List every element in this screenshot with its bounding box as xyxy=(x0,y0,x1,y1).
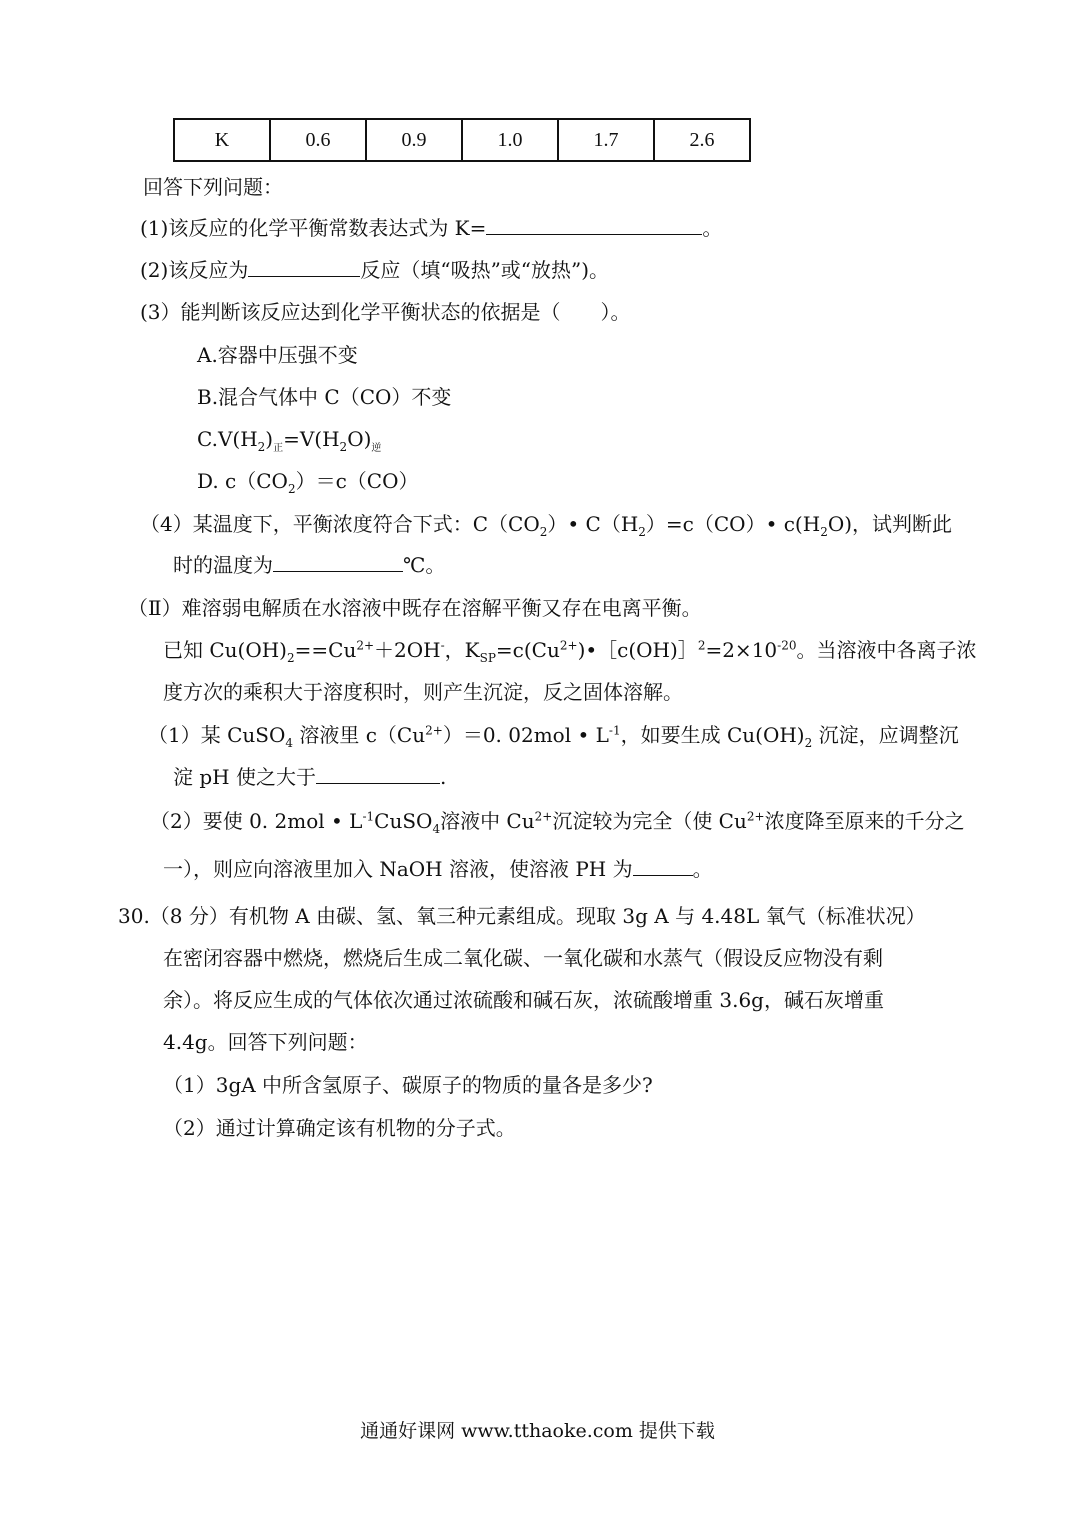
superscript: -1 xyxy=(608,723,621,738)
answer-intro: 回答下列问题： xyxy=(143,175,283,199)
question-text: 反应（填“吸热”或“放热”)。 xyxy=(360,258,610,282)
table-cell: 1.7 xyxy=(558,119,654,161)
table-cell: 1.0 xyxy=(462,119,558,161)
subscript: 2 xyxy=(287,482,296,496)
answer-blank xyxy=(248,258,360,277)
question-text: (2)该反应为 xyxy=(140,258,249,282)
question-text: ）• C（H xyxy=(547,512,639,536)
subscript: 2 xyxy=(539,525,548,539)
question-text: ）＝0. 02mol • L xyxy=(442,723,609,747)
formula-text: ）＝c（CO） xyxy=(295,469,419,493)
superscript: -1 xyxy=(362,809,375,824)
question-4 xyxy=(140,512,953,539)
formula-text: 。当溶液中各离子浓 xyxy=(796,638,977,662)
answer-blank xyxy=(486,216,702,235)
subscript: 2 xyxy=(257,440,266,454)
answer-blank xyxy=(316,765,440,784)
part-2-question-1 xyxy=(148,723,959,750)
subscript: 2 xyxy=(339,440,348,454)
subscript: 2 xyxy=(638,525,646,539)
ksp-statement xyxy=(163,638,977,665)
question-30-line-1: 30.（8 分）有机物 A 由碳、氢、氧三种元素组成。现取 3g A 与 4.48L 氧气（标准状况） xyxy=(118,904,926,928)
part-2-question-1-cont xyxy=(173,765,446,789)
subscript: 逆 xyxy=(371,443,382,454)
question-text: （4）某温度下，平衡浓度符合下式：C（CO xyxy=(140,512,540,536)
option-d xyxy=(197,469,419,496)
formula-text: ，K xyxy=(444,638,480,662)
superscript: 2+ xyxy=(534,809,553,824)
part-2-question-2 xyxy=(150,809,965,836)
question-text: ，如要生成 Cu(OH) xyxy=(620,723,805,747)
answer-blank xyxy=(633,857,693,876)
question-1 xyxy=(140,216,722,240)
question-text: 。 xyxy=(702,216,723,240)
question-text: 溶液中 Cu xyxy=(440,809,535,833)
subscript: 2 xyxy=(286,651,295,665)
question-text: 时的温度为 xyxy=(173,553,273,577)
question-text: （2）要使 0. 2mol • L xyxy=(150,809,363,833)
question-2 xyxy=(140,258,609,282)
formula-text: O) xyxy=(347,427,372,451)
subscript: 2 xyxy=(804,736,813,750)
question-text: 浓度降至原来的千分之 xyxy=(764,809,965,833)
formula-text: ==Cu xyxy=(294,638,357,662)
part-2-heading: （Ⅱ）难溶弱电解质在水溶液中既存在溶解平衡又存在电离平衡。 xyxy=(128,596,702,620)
answer-blank xyxy=(273,553,403,572)
k-value-table xyxy=(173,118,751,162)
superscript: 2+ xyxy=(356,638,375,653)
superscript: 2+ xyxy=(559,638,578,653)
table-cell: 0.6 xyxy=(270,119,366,161)
option-a: A.容器中压强不变 xyxy=(197,343,358,367)
formula-text: )•［c(OH)］ xyxy=(577,638,698,662)
superscript: -20 xyxy=(777,638,797,653)
subscript: 4 xyxy=(432,822,441,836)
superscript: - xyxy=(440,638,445,653)
table-cell: 0.9 xyxy=(366,119,462,161)
question-text: 淀 pH 使之大于 xyxy=(173,765,316,789)
option-c xyxy=(197,427,382,454)
question-text: 。 xyxy=(692,857,713,881)
question-text: (1)该反应的化学平衡常数表达式为 K= xyxy=(140,216,487,240)
formula-text: ＋2OH xyxy=(374,638,441,662)
question-text: ℃。 xyxy=(403,553,446,577)
subscript: 4 xyxy=(285,736,294,750)
question-text: . xyxy=(439,765,447,789)
question-30-sub-1: （1）3gA 中所含氢原子、碳原子的物质的量各是多少? xyxy=(163,1073,653,1097)
question-text: 一），则应向溶液里加入 NaOH 溶液，使溶液 PH 为 xyxy=(163,857,633,881)
part-2-question-2-cont xyxy=(163,857,713,881)
subscript: 2 xyxy=(820,525,828,539)
superscript: 2+ xyxy=(746,809,765,824)
formula-text: D. c（CO xyxy=(197,469,288,493)
table-cell: 2.6 xyxy=(654,119,750,161)
formula-text: =c(Cu xyxy=(495,638,560,662)
question-text: ）=c（CO）• c(H xyxy=(645,512,821,536)
question-text: （1）某 CuSO xyxy=(148,723,286,747)
subscript: 正 xyxy=(273,443,284,454)
option-b: B.混合气体中 C（CO）不变 xyxy=(197,385,452,409)
formula-text: =V(H xyxy=(283,427,340,451)
table-cell: K xyxy=(174,119,270,161)
question-text: O)，试判断此 xyxy=(827,512,953,536)
formula-text: 已知 Cu(OH) xyxy=(163,638,287,662)
question-30-line-4: 4.4g。回答下列问题： xyxy=(163,1030,368,1054)
question-30-line-2: 在密闭容器中燃烧，燃烧后生成二氧化碳、一氧化碳和水蒸气（假设反应物没有剩 xyxy=(163,946,883,970)
subscript: SP xyxy=(479,651,496,665)
superscript: 2 xyxy=(697,638,706,653)
footer-source: 通通好课网 www.tthaoke.com 提供下载 xyxy=(360,1420,715,1442)
formula-text: C.V(H xyxy=(197,427,258,451)
question-text: 沉淀，应调整沉 xyxy=(812,723,959,747)
superscript: 2+ xyxy=(425,723,443,738)
question-text: CuSO xyxy=(374,809,433,833)
question-4-cont xyxy=(173,553,445,577)
ksp-statement-cont: 度方次的乘积大于溶度积时，则产生沉淀，反之固体溶解。 xyxy=(163,680,683,704)
question-text: 沉淀较为完全（使 Cu xyxy=(552,809,747,833)
formula-text: ) xyxy=(265,427,274,451)
question-3: (3）能判断该反应达到化学平衡状态的依据是（ ）。 xyxy=(140,300,631,324)
formula-text: =2×10 xyxy=(705,638,778,662)
table-row xyxy=(174,119,750,161)
question-30-line-3: 余）。将反应生成的气体依次通过浓硫酸和碱石灰，浓硫酸增重 3.6g，碱石灰增重 xyxy=(163,988,884,1012)
question-text: 溶液里 c（Cu xyxy=(293,723,426,747)
question-30-sub-2: （2）通过计算确定该有机物的分子式。 xyxy=(163,1116,516,1140)
